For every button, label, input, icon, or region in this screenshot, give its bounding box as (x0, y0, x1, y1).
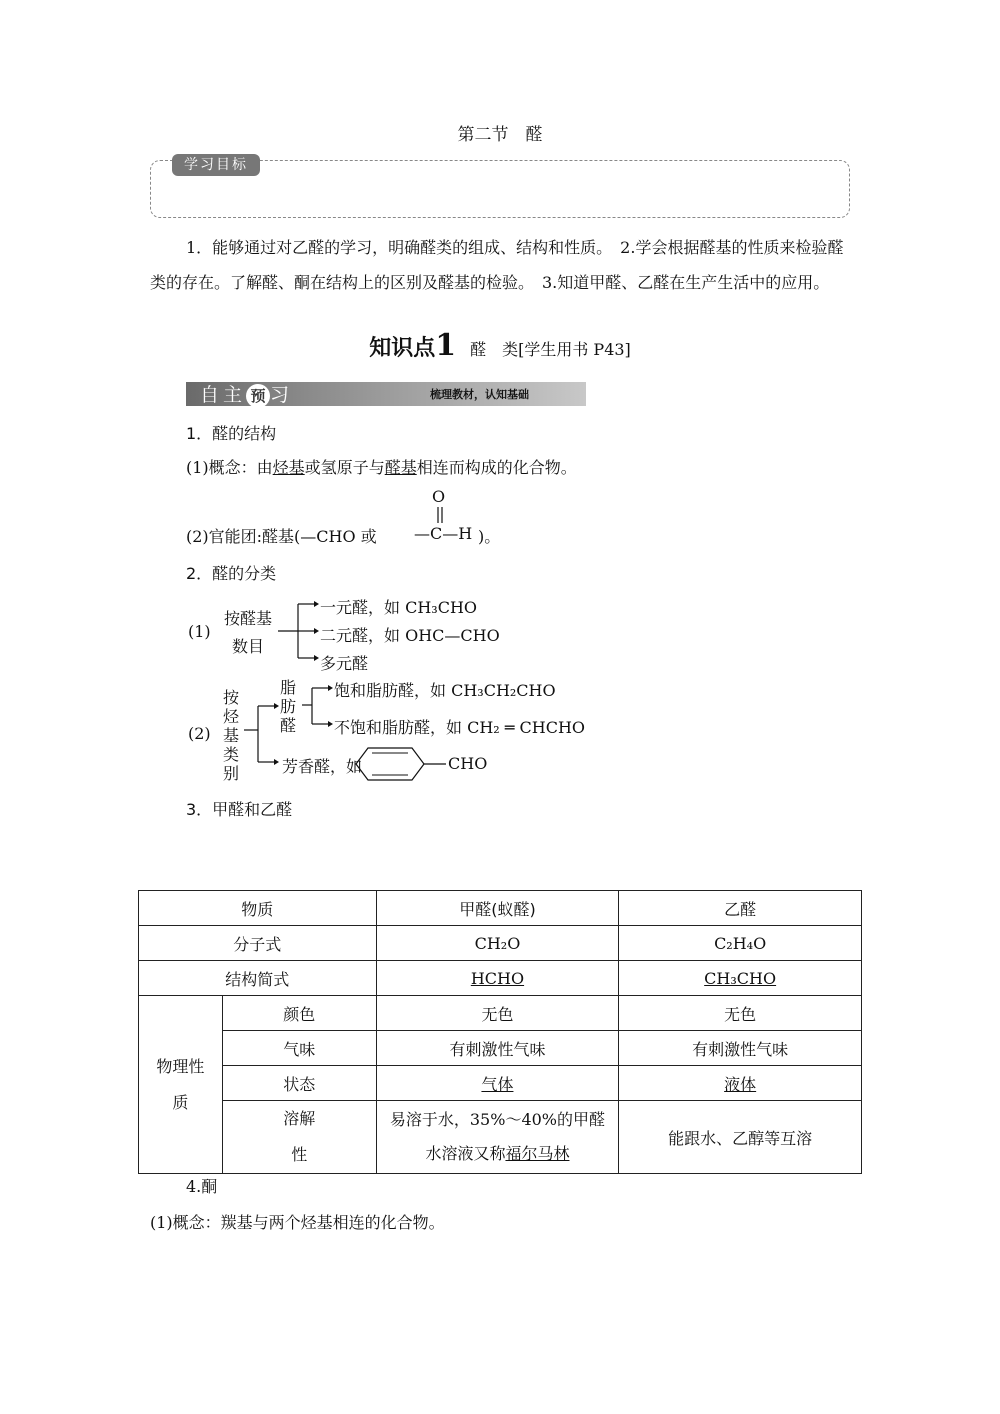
section-title: 第二节 醛 (457, 125, 543, 145)
table-row (139, 1066, 862, 1101)
concept-u2: 醛基 (384, 458, 417, 477)
table-row (139, 926, 862, 961)
table-row (139, 996, 862, 1031)
c2-label-1: 烃 (223, 707, 240, 726)
sol-acetaldehyde: 能跟水、乙醇等互溶 (619, 1101, 862, 1174)
sol-h2 (377, 1137, 619, 1171)
c2-label-2: 基 (223, 726, 240, 745)
c2-num: (2) (188, 724, 211, 743)
c2-label-0: 按 (223, 688, 240, 707)
fg-end: )。 (478, 527, 501, 546)
concept-u1: 烃基 (272, 458, 305, 477)
th-formaldehyde: 甲醛(蚁醛) (376, 891, 619, 926)
table-row (139, 1101, 862, 1174)
s3-heading: 3．甲醛和乙醛 (186, 800, 293, 819)
color-acetaldehyde: 无色 (619, 996, 862, 1031)
formula-acetaldehyde: C₂H₄O (619, 926, 862, 961)
th-acetaldehyde: 乙醛 (619, 891, 862, 926)
fg-text: (2)官能团:醛基(—CHO 或 (186, 527, 377, 546)
c2-label (223, 688, 239, 783)
c1-item-3: 多元醛 (320, 654, 369, 673)
preview-bar-label (200, 380, 293, 408)
goals-text: 1．能够通过对乙醛的学习，明确醛类的组成、结构和性质。 2.学会根据醛基的性质来检验醛类的存在。了解醛、酮在结构上的区别及醛基的检验。 3.知道甲醛、乙醛在生产生活中的应用。 (150, 238, 844, 292)
c2-label-3: 类 (223, 745, 240, 764)
kp-main: 知识点 (369, 336, 436, 361)
state-acetaldehyde: 液体 (619, 1066, 862, 1101)
phys-label-b: 质 (172, 1092, 189, 1112)
goals-tag: 学习目标 (172, 154, 260, 176)
phys-label-a: 物理性 (156, 1056, 205, 1076)
concept-pre: (1)概念：由 (186, 458, 273, 477)
sol-h2-u: 福尔马林 (505, 1144, 570, 1163)
th-substance: 物质 (139, 891, 377, 926)
s1-concept (186, 455, 577, 478)
row-struct-label: 结构简式 (139, 961, 377, 996)
c1-bracket (276, 598, 320, 664)
table-row (139, 1031, 862, 1066)
bar-label-1: 自主 (200, 384, 247, 406)
c2-sub-2: 醛 (280, 716, 297, 735)
c2-item-2: 不饱和脂肪醛，如 CH₂ ═ CHCHO (334, 718, 586, 737)
concept-mid: 或氢原子与 (304, 458, 385, 477)
s1-heading: 1．醛的结构 (186, 424, 277, 443)
c2-sub-label (280, 678, 296, 735)
row-sol-label (222, 1101, 376, 1174)
c2-item-1: 饱和脂肪醛，如 CH₃CH₂CHO (334, 681, 556, 700)
kp-num: 1 (435, 328, 457, 363)
row-color-label: 颜色 (222, 996, 376, 1031)
phys-label (139, 996, 223, 1174)
c1-label-b: 数目 (232, 637, 265, 656)
benzene-ring (342, 744, 448, 784)
c1-label-a: 按醛基 (224, 609, 273, 628)
sol-h1: 易溶于水，35%～40%的甲醛 (389, 1110, 606, 1129)
c1-num: (1) (188, 622, 211, 641)
formula-formaldehyde: CH₂O (376, 926, 619, 961)
c2-bracket (242, 700, 284, 768)
bar-badge: 预 (246, 384, 270, 408)
concept-post: 相连而构成的化合物。 (416, 458, 577, 477)
sol-h2-pre: 水溶液又称 (425, 1144, 506, 1163)
row-smell-label: 气味 (222, 1031, 376, 1066)
bar-label-2: 习 (270, 384, 294, 406)
c2-item-3: 芳香醛，如 (282, 757, 363, 776)
c2-sub-1: 肪 (280, 697, 297, 716)
row-state-label: 状态 (222, 1066, 376, 1101)
row-formula-label: 分子式 (139, 926, 377, 961)
sol-label-b: 性 (291, 1145, 308, 1164)
c1-item-2: 二元醛，如 OHC—CHO (320, 626, 500, 645)
kp-sub: 醛 类[学生用书 P43] (470, 340, 631, 359)
c2-sub-0: 脂 (280, 678, 297, 697)
state-formaldehyde: 气体 (376, 1066, 619, 1101)
s2-heading: 2．醛的分类 (186, 564, 277, 583)
s4-concept: (1)概念：羰基与两个烃基相连的化合物。 (150, 1213, 445, 1232)
color-formaldehyde: 无色 (376, 996, 619, 1031)
sol-formaldehyde (376, 1101, 619, 1174)
struct-formaldehyde: HCHO (376, 961, 619, 996)
s4-heading: 4.酮 (186, 1177, 218, 1196)
c2-label-4: 别 (223, 764, 240, 783)
c2-item-cho: CHO (448, 754, 488, 773)
fg-oxygen: O (432, 487, 446, 506)
preview-bar-right: 梳理教材，认知基础 (430, 388, 529, 401)
c1-item-1: 一元醛，如 CH₃CHO (320, 598, 478, 617)
fg-struct: —C—H (414, 524, 473, 543)
smell-formaldehyde: 有刺激性气味 (376, 1031, 619, 1066)
fg-double-bond (432, 505, 452, 525)
struct-acetaldehyde: CH₃CHO (619, 961, 862, 996)
table-row (139, 961, 862, 996)
smell-acetaldehyde: 有刺激性气味 (619, 1031, 862, 1066)
knowledge-point-title (0, 328, 1000, 363)
table-row (139, 891, 862, 926)
aldehyde-table (138, 890, 862, 1174)
sol-label-a: 溶解 (283, 1109, 316, 1128)
